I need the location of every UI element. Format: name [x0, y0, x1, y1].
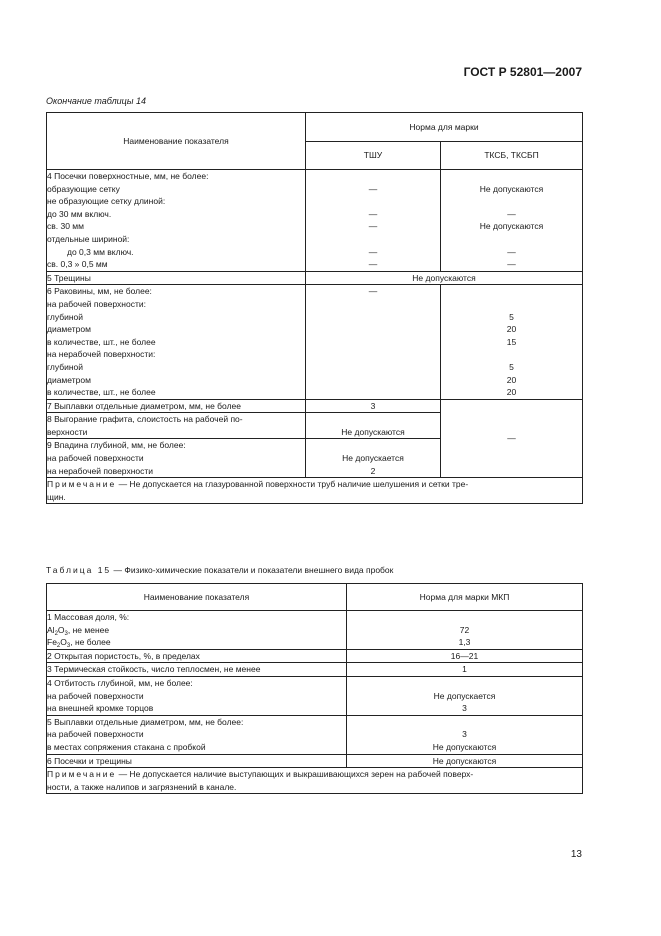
table-row	[47, 663, 583, 677]
table-14-note: Примечание — Не допускается на глазурованной поверхности труб наличие шелушения и сетки тре- щин.	[47, 478, 583, 504]
standard-designation: ГОСТ Р 52801—2007	[463, 65, 582, 79]
header-norm-mkp: Норма для марки МКП	[347, 584, 583, 611]
row-4-tksb: Не допускаются — Не допускаются — —	[441, 170, 583, 272]
table-15-header-row	[47, 584, 583, 611]
table-row	[47, 611, 583, 650]
row-9-label: 9 Впадина глубиной, мм, не более: на рабочей поверхности на нерабочей поверхности	[47, 439, 306, 478]
table-row	[47, 676, 583, 715]
row-3-value: 1	[347, 663, 583, 677]
rows-7-9-tksb: —	[441, 399, 583, 478]
table-15-note-row	[47, 768, 583, 794]
table-row	[47, 170, 583, 272]
row-6-label: 6 Раковины, мм, не более: на рабочей поверхности: глубиной диаметром в количестве, шт., не более на нерабочей поверхности: глубиной диаметром в количестве, шт., не более	[47, 285, 306, 399]
table-row	[47, 715, 583, 754]
row-1-value: 72 1,3	[347, 611, 583, 650]
row-3-label: 3 Термическая стойкость, число теплосмен, не менее	[47, 663, 347, 677]
row-2-value: 16—21	[347, 649, 583, 663]
header-grade-tshu: ТШУ	[306, 142, 441, 170]
table-row	[47, 754, 583, 768]
row-6-label: 6 Посечки и трещины	[47, 754, 347, 768]
page-number: 13	[570, 849, 582, 860]
header-grade-tksb: ТКСБ, ТКСБП	[441, 142, 583, 170]
table-15-caption: Таблица 15 — Физико-химические показатели и показатели внешнего вида пробок	[46, 565, 394, 575]
row-6-tshu: —	[306, 285, 441, 399]
table-14-note-row	[47, 478, 583, 504]
row-5-label: 5 Трещины	[47, 271, 306, 285]
row-6-tksb: 5 20 15 5 20 20	[441, 285, 583, 399]
table-row	[47, 649, 583, 663]
table-14-header-row	[47, 113, 583, 142]
row-6-value: Не допускаются	[347, 754, 583, 768]
table-14	[46, 112, 583, 504]
table-14-continuation-caption: Окончание таблицы 14	[46, 96, 146, 106]
row-7-label: 7 Выплавки отдельные диаметром, мм, не более	[47, 399, 306, 413]
header-norm-group: Норма для марки	[306, 113, 583, 142]
row-5-label: 5 Выплавки отдельные диаметром, мм, не более: на рабочей поверхности в местах сопряжения стакана с пробкой	[47, 715, 347, 754]
row-5-value: Не допускаются	[306, 271, 583, 285]
table-row	[47, 271, 583, 285]
table-row	[47, 285, 583, 399]
row-4-tshu: — — — — —	[306, 170, 441, 272]
row-9-tshu: Не допускается 2	[306, 439, 441, 478]
row-4-label: 4 Посечки поверхностные, мм, не более: образующие сетку не образующие сетку длиной: до 30 мм включ. св. 30 мм отдельные шириной: до 0,3 мм включ. св. 0,3 » 0,5 мм	[47, 170, 306, 272]
row-4-label: 4 Отбитость глубиной, мм, не более: на рабочей поверхности на внешней кромке торцов	[47, 676, 347, 715]
row-7-tshu: 3	[306, 399, 441, 413]
row-4-value: Не допускается 3	[347, 676, 583, 715]
row-5-value: 3 Не допускаются	[347, 715, 583, 754]
table-15	[46, 583, 583, 794]
header-indicator: Наименование показателя	[47, 113, 306, 170]
table-row	[47, 399, 583, 413]
row-8-tshu: Не допускаются	[306, 413, 441, 439]
row-2-label: 2 Открытая пористость, %, в пределах	[47, 649, 347, 663]
table-15-note: Примечание — Не допускается наличие выступающих и выкрашивающихся зерен на рабочей поверх- ности, а также налипов и загрязнений в канале.	[47, 768, 583, 794]
row-8-label: 8 Выгорание графита, слоистость на рабочей по- верхности	[47, 413, 306, 439]
header-indicator: Наименование показателя	[47, 584, 347, 611]
row-1-label: 1 Массовая доля, %: $Al_2O_3$, не менее $Fe_2O_3$, не более	[47, 611, 347, 650]
